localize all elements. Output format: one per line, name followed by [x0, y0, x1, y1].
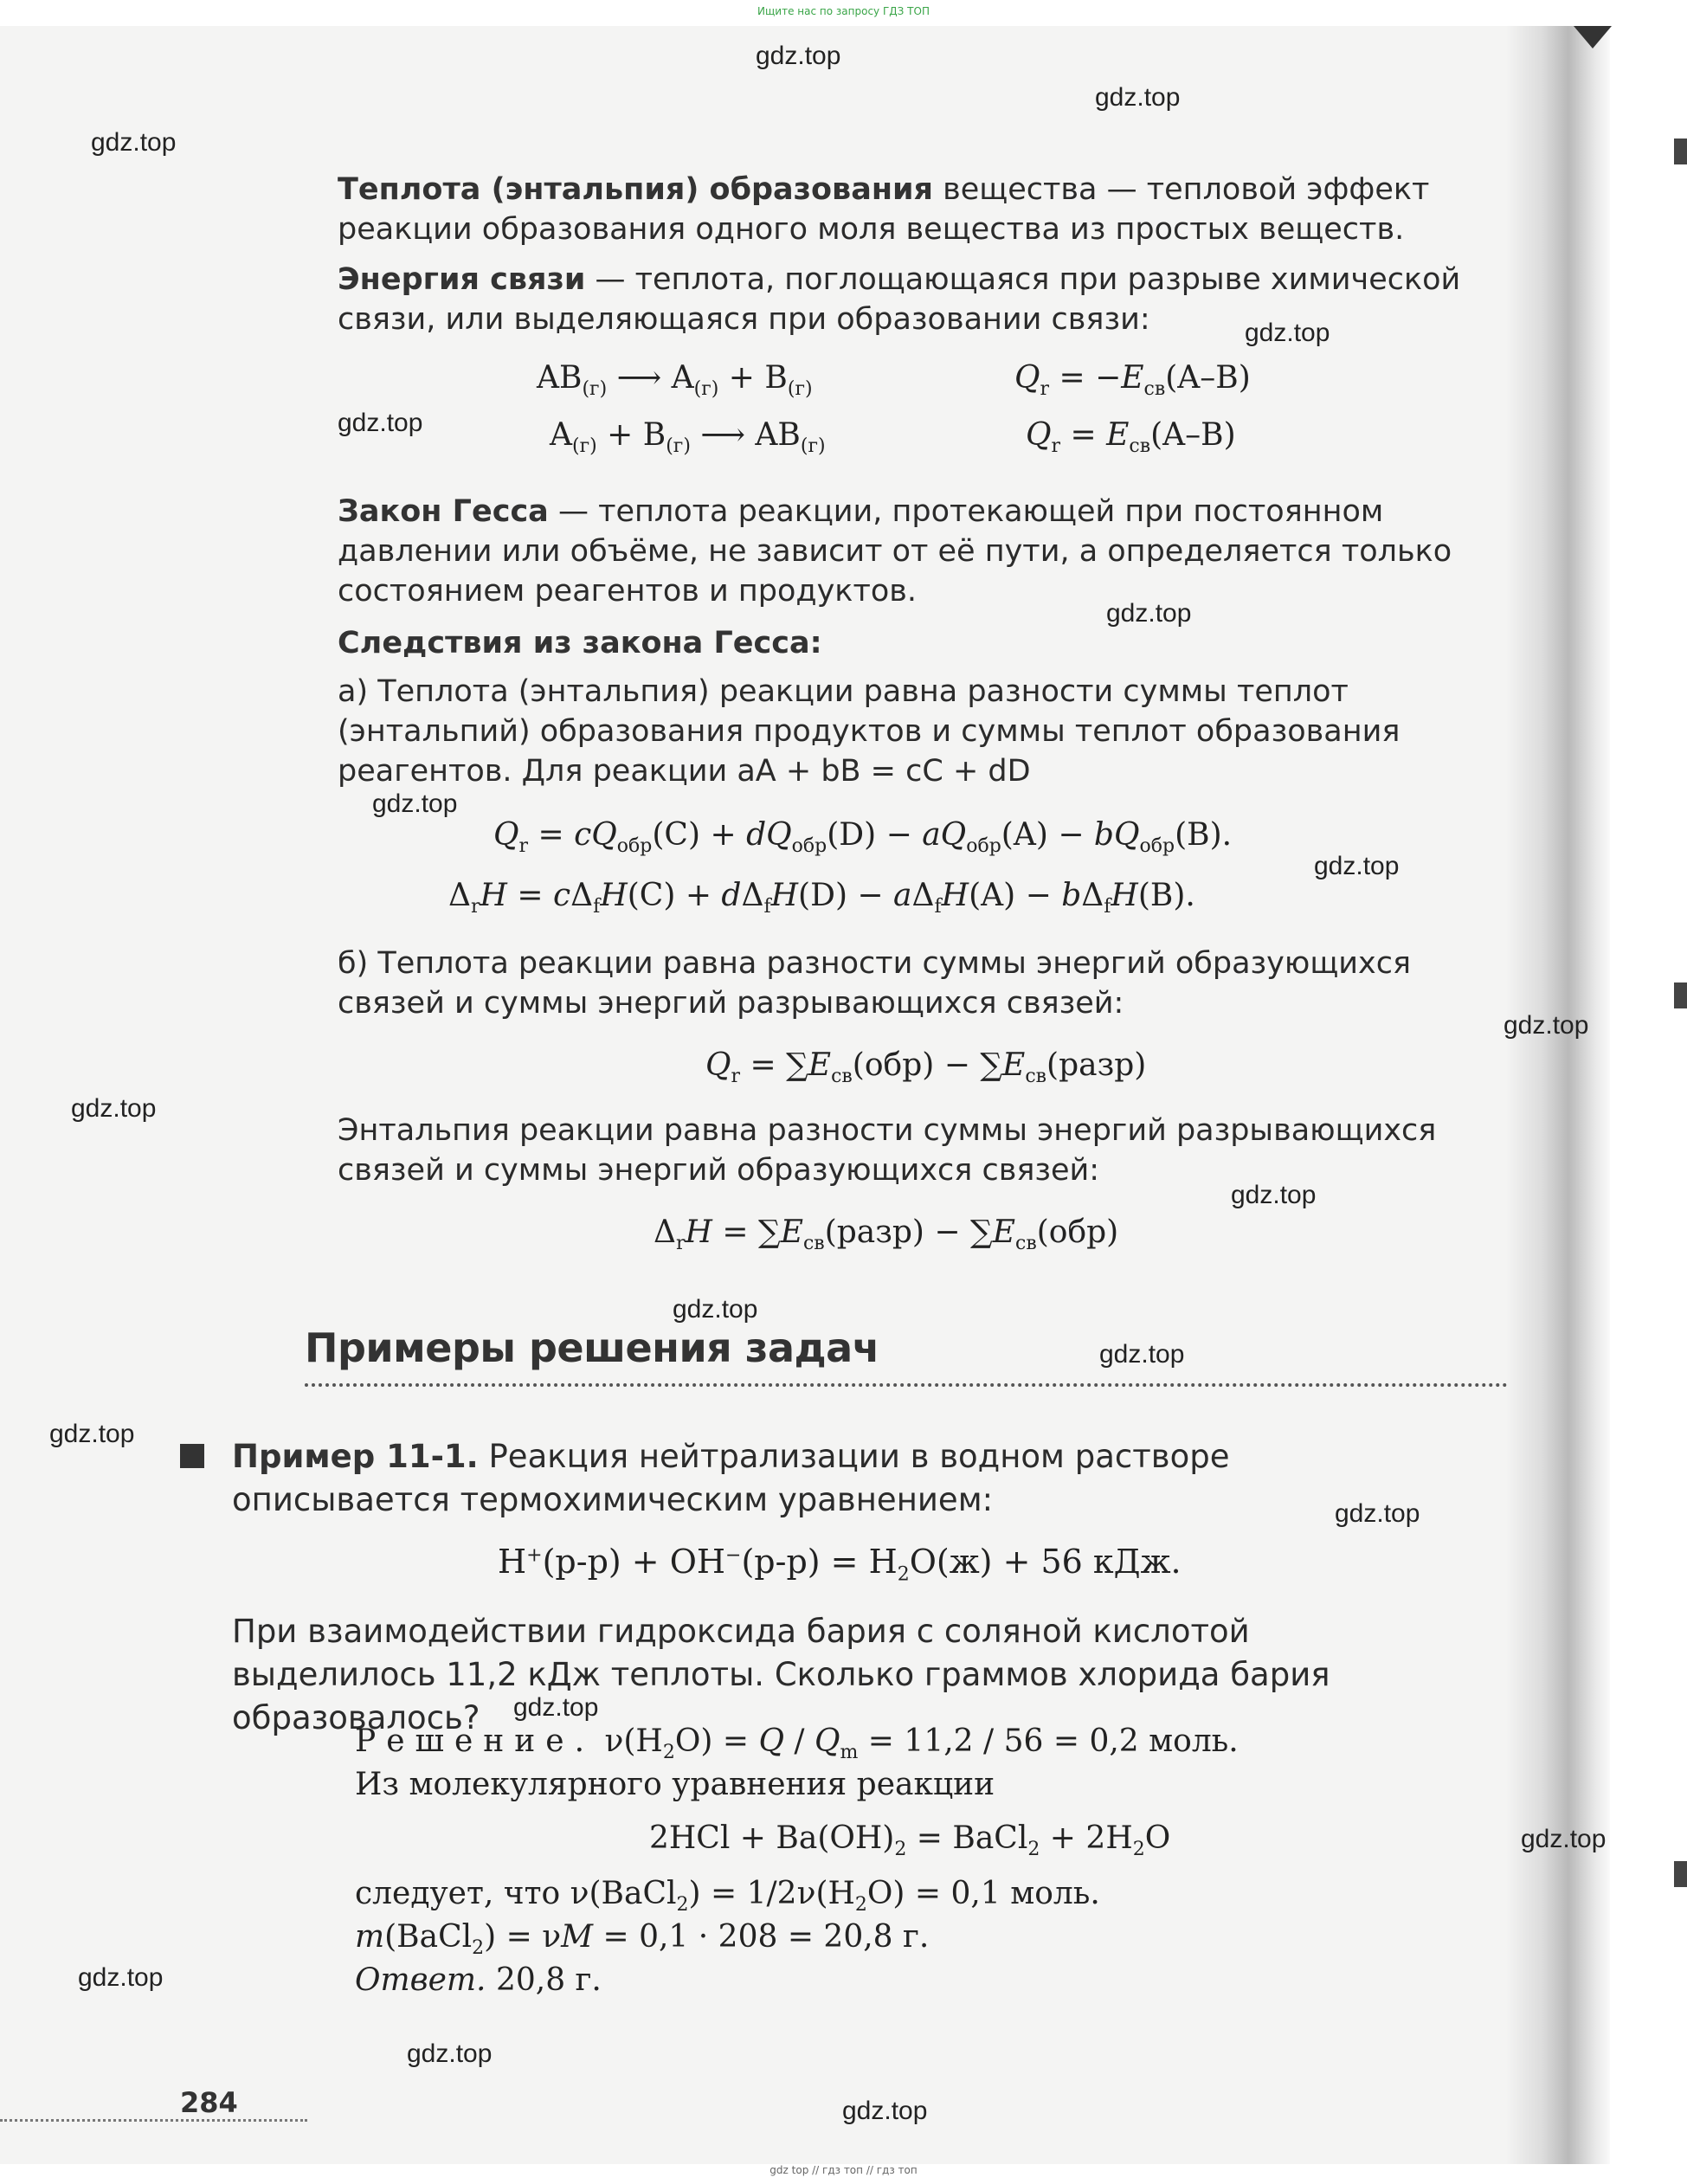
formation-heat-text: вещества — тепловой эффект реакции образования одного моля вещества из простых веществ.: [338, 172, 1430, 247]
hess-law-definition: [338, 492, 1480, 611]
section-divider: [305, 1383, 1508, 1387]
solution-line-1: Решение. $\nu(H_2O) = Q / Q_m = 11,2 / 56 = 0,2$ моль.: [355, 1723, 1239, 1764]
answer-value: 20,8 г.: [486, 1962, 602, 1998]
top-notice: Ищите нас по запросу ГДЗ ТОП: [757, 5, 930, 17]
edge-mark: [1674, 1861, 1687, 1887]
molecular-equation: $2HCl + Ba(OH)_2$ = BaCl$_2$ + $2H_2O$: [649, 1820, 1171, 1861]
solution-label: Решение.: [355, 1723, 596, 1759]
enthalpy-bond-text: Энтальпия реакции равна разности суммы энергий разрывающихся связей и суммы энергий образующихся связей:: [338, 1113, 1437, 1188]
bond-enthalpy-formula: $\Delta_rH$ = $\sum E_{св}(разр) - \sum E_{св}(обр)$: [654, 1214, 1119, 1255]
enthalpy-formation-formula: $\Delta_rH = c\Delta_fH(C) + d\Delta_fH(D) - a\Delta_fH(A) - b\Delta_fH(B)$.: [448, 878, 1195, 918]
example-bullet-icon: [180, 1444, 204, 1468]
watermark: gdz.top: [78, 1963, 164, 1992]
solution-line-4: m(BaCl$_2$) = νM = 0,1 · 208 = 20,8 г.: [355, 1919, 930, 1960]
page-number: 284: [180, 2086, 238, 2119]
answer-line: [355, 1960, 602, 2001]
edge-mark: [1674, 139, 1687, 164]
watermark: gdz.top: [673, 1295, 758, 1324]
watermark: gdz.top: [1245, 319, 1330, 347]
hess-law-text: — теплота реакции, протекающей при постоянном давлении или объёме, не зависит от её пути, а определяется только состоянием реагентов и продуктов.: [338, 494, 1452, 609]
bond-form-equation: $A_{(г)} + B_{(г)}$ ⟶ $AB_{(г)}$: [550, 417, 826, 458]
watermark: gdz.top: [338, 409, 423, 437]
watermark: gdz.top: [1521, 1825, 1607, 1853]
bond-energy-definition: [338, 260, 1480, 339]
watermark: gdz.top: [372, 789, 458, 818]
watermark: gdz.top: [1099, 1340, 1185, 1369]
bond-heat-formula: $Q_r = \sum E_{св}(обр)$ − $\sum E_{св}(разр)$: [705, 1047, 1147, 1088]
formation-heat-term: Теплота (энтальпия) образования: [338, 172, 934, 207]
gutter-notch: [1574, 26, 1612, 48]
example-intro-text: Реакция нейтрализации в водном растворе описывается термохимическим уравнением:: [232, 1438, 1230, 1518]
formation-heat-formula: $Q_r = cQ_{обр}(C) + dQ_{обр}(D) - aQ_{обр}(A) - bQ_{обр}(B)$.: [493, 817, 1233, 858]
watermark: gdz.top: [513, 1693, 599, 1722]
corollaries-title: Следствия из закона Гесса:: [338, 626, 822, 660]
page-number-dots: [0, 2119, 307, 2122]
bottom-notice: gdz top // гдз топ // гдз топ: [769, 2164, 918, 2176]
watermark: gdz.top: [1335, 1499, 1420, 1528]
example-label: Пример 11-1.: [232, 1438, 479, 1475]
bond-break-heat: $Q_r = -E_{св}(A-B)$: [1014, 360, 1251, 401]
watermark: gdz.top: [1095, 83, 1181, 112]
formation-heat-definition: [338, 170, 1480, 249]
watermark: gdz.top: [1314, 852, 1400, 880]
hess-law-term: Закон Гесса: [338, 494, 549, 529]
edge-mark: [1674, 982, 1687, 1008]
corollary-b: б) Теплота реакции равна разности суммы энергий образующихся связей и суммы энергий разрывающихся связей:: [338, 946, 1412, 1021]
solution-line-2: Из молекулярного уравнения реакции: [355, 1767, 995, 1802]
watermark: gdz.top: [756, 42, 841, 70]
thermochemical-equation: $H^+(р-р) + OH^-(р-р) = H_2O(ж) + 56$ кДж.: [498, 1543, 1182, 1586]
watermark: gdz.top: [1231, 1181, 1317, 1209]
bond-break-equation: $AB_{(г)}$ ⟶ $A_{(г)} + B_{(г)}$: [537, 360, 813, 401]
answer-label: Ответ.: [355, 1962, 486, 1998]
watermark: gdz.top: [1503, 1011, 1589, 1040]
solution-line-3: следует, что ν(BaCl$_2$) = $1/2\nu(H_2O) = 0,1$ моль.: [355, 1876, 1100, 1917]
corollary-a: а) Теплота (энтальпия) реакции равна разности суммы теплот (энтальпий) образования продуктов и суммы теплот образования реагентов. Для реакции aA + bB = cC + dD: [338, 674, 1400, 789]
example-intro: [232, 1435, 1409, 1522]
watermark: gdz.top: [71, 1094, 157, 1123]
bond-energy-term: Энергия связи: [338, 262, 586, 297]
section-title: Примеры решения задач: [305, 1324, 879, 1371]
watermark: gdz.top: [842, 2097, 928, 2125]
watermark: gdz.top: [91, 128, 177, 157]
example-question: При взаимодействии гидроксида бария с соляной кислотой выделилось 11,2 кДж теплоты. Сколько граммов хлорида бария образовалось?: [232, 1613, 1330, 1736]
bond-energy-text: — теплота, поглощающаяся при разрыве химической связи, или выделяющаяся при образовании связи:: [338, 262, 1461, 337]
watermark: gdz.top: [407, 2039, 493, 2068]
watermark: gdz.top: [49, 1420, 135, 1448]
watermark: gdz.top: [1106, 599, 1192, 628]
bond-form-heat: $Q_r = E_{св}(A-B)$: [1026, 417, 1236, 458]
